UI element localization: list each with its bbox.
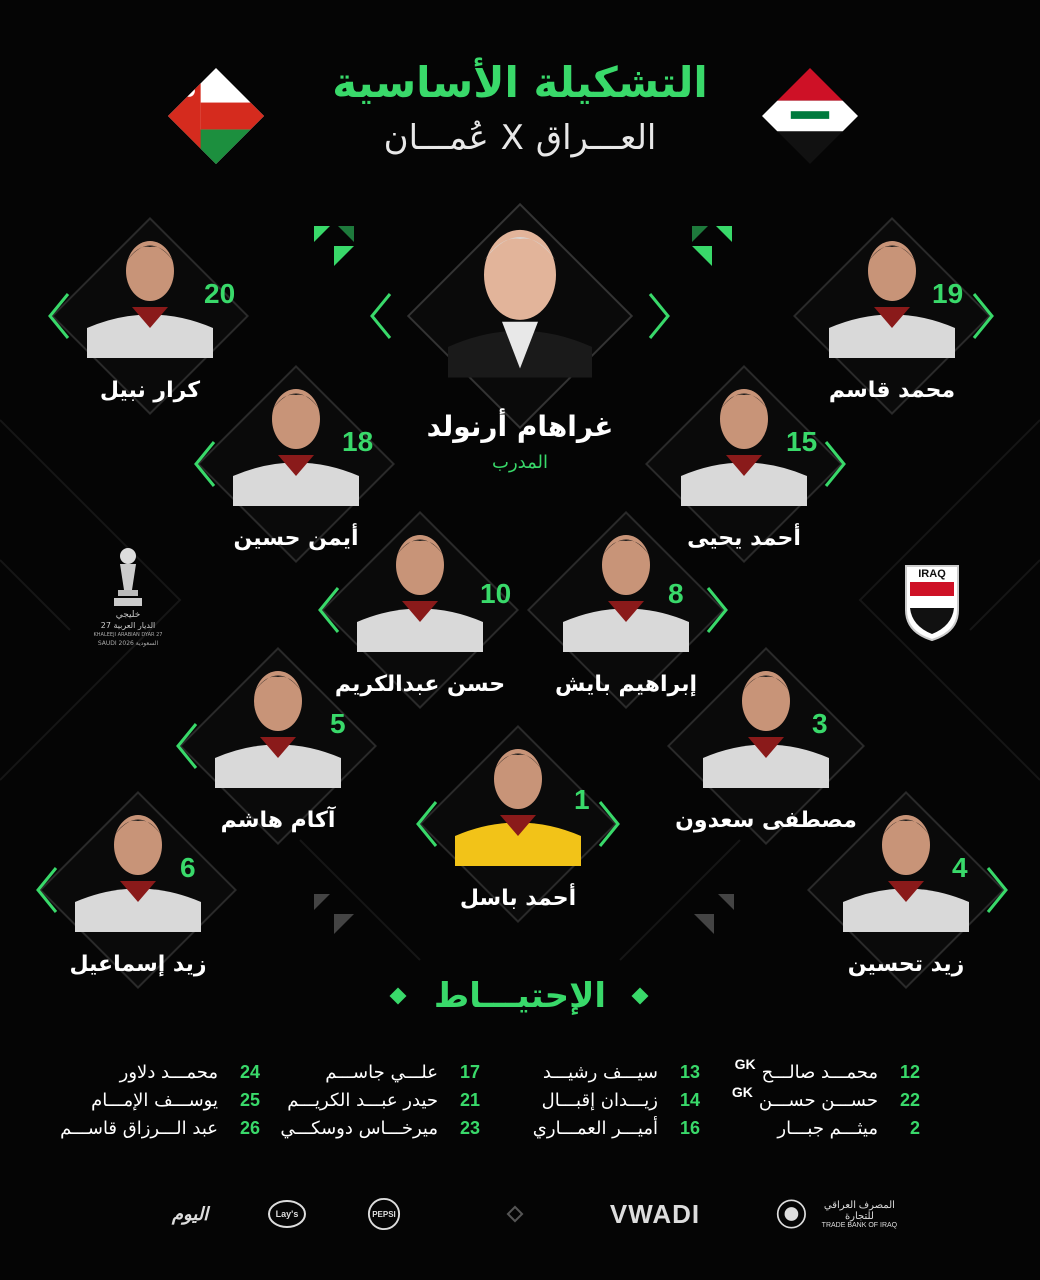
player-number: 4: [952, 852, 968, 883]
substitute-name: عبد الـــرزاق قاســـم: [60, 1117, 218, 1139]
trophy-icon: [98, 546, 158, 610]
player-name: أحمد يحيى: [687, 526, 801, 551]
substitute-row: [280, 1086, 480, 1114]
player-card: [418, 724, 618, 924]
substitutes-column: [60, 1058, 260, 1142]
substitute-number: 26: [239, 1117, 260, 1138]
iraq-badge-label: IRAQ: [918, 568, 946, 580]
decor-shape-icon: [310, 890, 358, 938]
player-name: زيد تحسين: [847, 952, 965, 977]
decor-shape-icon: [690, 890, 738, 938]
tournament-line2: الديار العربية 27: [100, 621, 156, 630]
player-name: إبراهيم بايش: [554, 672, 698, 697]
match-title: العـــراق X عُمـــان: [383, 118, 657, 158]
chevron-right-icon: [822, 440, 848, 488]
substitute-number: 25: [239, 1089, 260, 1110]
substitute-row: [60, 1058, 260, 1086]
substitutes-column: [280, 1058, 480, 1142]
substitute-number: 14: [679, 1089, 700, 1110]
sponsor-alyoum: اليوم: [171, 1203, 209, 1224]
player-photo: [345, 502, 495, 652]
player-number: 19: [932, 278, 964, 309]
sponsor-lays: [262, 1196, 312, 1232]
substitute-row: [720, 1086, 920, 1114]
player-number: 6: [180, 852, 196, 883]
tournament-line4: SAUDI 2026 السعودية: [97, 640, 159, 647]
substitute-name: أميـــر العمـــاري: [532, 1117, 658, 1139]
player-number: 20: [204, 278, 236, 309]
coach-name: غراهام أرنولد: [426, 410, 614, 443]
substitute-name: سيـــف رشيـــد: [542, 1061, 658, 1083]
substitute-row: [60, 1114, 260, 1142]
chevron-left-icon: [174, 722, 200, 770]
substitute-row: [500, 1114, 700, 1142]
substitute-name: حســـن حســـن: [758, 1089, 878, 1111]
chevron-left-icon: [316, 586, 342, 634]
substitutes-column: [500, 1058, 700, 1142]
player-name: حسن عبدالكريم: [334, 672, 506, 697]
chevron-left-icon: [34, 866, 60, 914]
substitute-name: محمـــد دلاور: [119, 1061, 218, 1083]
chevron-right-icon: [596, 800, 622, 848]
substitute-number: 23: [459, 1117, 480, 1138]
substitute-name: زيـــدان إقبـــال: [541, 1089, 658, 1111]
player-name: محمد قاسم: [828, 378, 956, 403]
chevron-left-icon: [414, 800, 440, 848]
substitute-number: 2: [909, 1117, 920, 1138]
chevron-left-icon: [46, 292, 72, 340]
chevron-right-icon: [970, 292, 996, 340]
player-name: زيد إسماعيل: [69, 952, 207, 977]
sponsor-pepsi: [362, 1196, 406, 1232]
player-photo: [551, 502, 701, 652]
substitute-row: [720, 1114, 920, 1142]
sponsor-bank-sub: TRADE BANK OF IRAQ: [821, 1221, 898, 1229]
sponsor-pepsi-label: PEPSI: [372, 1209, 396, 1219]
substitute-row: [500, 1058, 700, 1086]
substitute-name: حيدر عبـــد الكريـــم: [287, 1089, 438, 1111]
sponsor-wadi: [600, 1196, 710, 1232]
sponsor-wadi-label: WADI: [628, 1198, 701, 1229]
bank-logo-icon: [776, 1197, 807, 1231]
player-name: مصطفى سعدون: [675, 808, 857, 833]
iraq-badge: [902, 562, 962, 642]
player-name: أحمد باسل: [459, 886, 577, 911]
goalkeeper-tag: GK: [734, 1056, 756, 1072]
tournament-logo: [78, 546, 178, 656]
player-number: 10: [480, 578, 512, 609]
substitute-name: يوســـف الإمـــام: [91, 1089, 218, 1111]
coach-photo: [430, 188, 610, 378]
player-card: [806, 790, 1006, 990]
substitute-row: [500, 1086, 700, 1114]
substitute-number: 13: [679, 1061, 700, 1082]
sponsor-bank-name: المصرف العراقي للتجارة: [823, 1199, 895, 1222]
tournament-line1: خليجي: [115, 610, 141, 620]
tournament-line3: KHALEEJI ARABIAN DYAR 27: [93, 632, 163, 638]
substitute-number: 17: [459, 1061, 480, 1082]
player-number: 8: [668, 578, 684, 609]
substitute-name: علـــي جاســـم: [325, 1061, 438, 1083]
substitute-row: [720, 1058, 920, 1086]
substitutes-column: [720, 1058, 920, 1142]
decor-shape-icon: [310, 222, 358, 270]
coach-role: المدرب: [492, 452, 548, 473]
page-title: التشكيلة الأساسية: [332, 58, 708, 107]
chevron-right-icon: [984, 866, 1010, 914]
substitute-number: 22: [899, 1089, 920, 1110]
substitute-number: 12: [899, 1061, 920, 1082]
decor-shape-icon: [688, 222, 736, 270]
substitute-number: 21: [459, 1089, 480, 1110]
player-number: 18: [342, 426, 374, 457]
substitute-name: محمـــد صالـــح: [761, 1061, 878, 1083]
chevron-right-icon: [646, 292, 672, 340]
substitute-number: 16: [679, 1117, 700, 1138]
player-number: 5: [330, 708, 346, 739]
sponsor-trade-bank: [776, 1196, 906, 1232]
sponsor-wadi-mark: V: [609, 1198, 629, 1229]
chevron-left-icon: [368, 292, 394, 340]
player-name: أيمن حسين: [233, 526, 359, 551]
substitute-row: [280, 1114, 480, 1142]
substitute-row: [280, 1058, 480, 1086]
substitute-number: 24: [239, 1061, 260, 1082]
substitute-name: ميثـــم جبـــار: [777, 1117, 878, 1139]
sponsor-lays-label: Lay's: [275, 1209, 299, 1219]
player-name: كرار نبيل: [99, 378, 201, 403]
player-number: 15: [786, 426, 818, 457]
coach-card: [400, 196, 640, 436]
goalkeeper-tag: GK: [731, 1084, 753, 1100]
substitute-name: ميرخـــاس دوسكـــي: [280, 1117, 438, 1139]
player-number: 3: [812, 708, 828, 739]
substitutes-title: الإحتيـــاط: [433, 976, 607, 1016]
substitute-row: [60, 1086, 260, 1114]
player-card: [38, 790, 238, 990]
chevron-right-icon: [704, 586, 730, 634]
chevron-left-icon: [192, 440, 218, 488]
player-number: 1: [574, 784, 590, 815]
player-name: آكام هاشم: [220, 808, 336, 833]
player-photo: [443, 716, 593, 866]
player-photo: [75, 208, 225, 358]
